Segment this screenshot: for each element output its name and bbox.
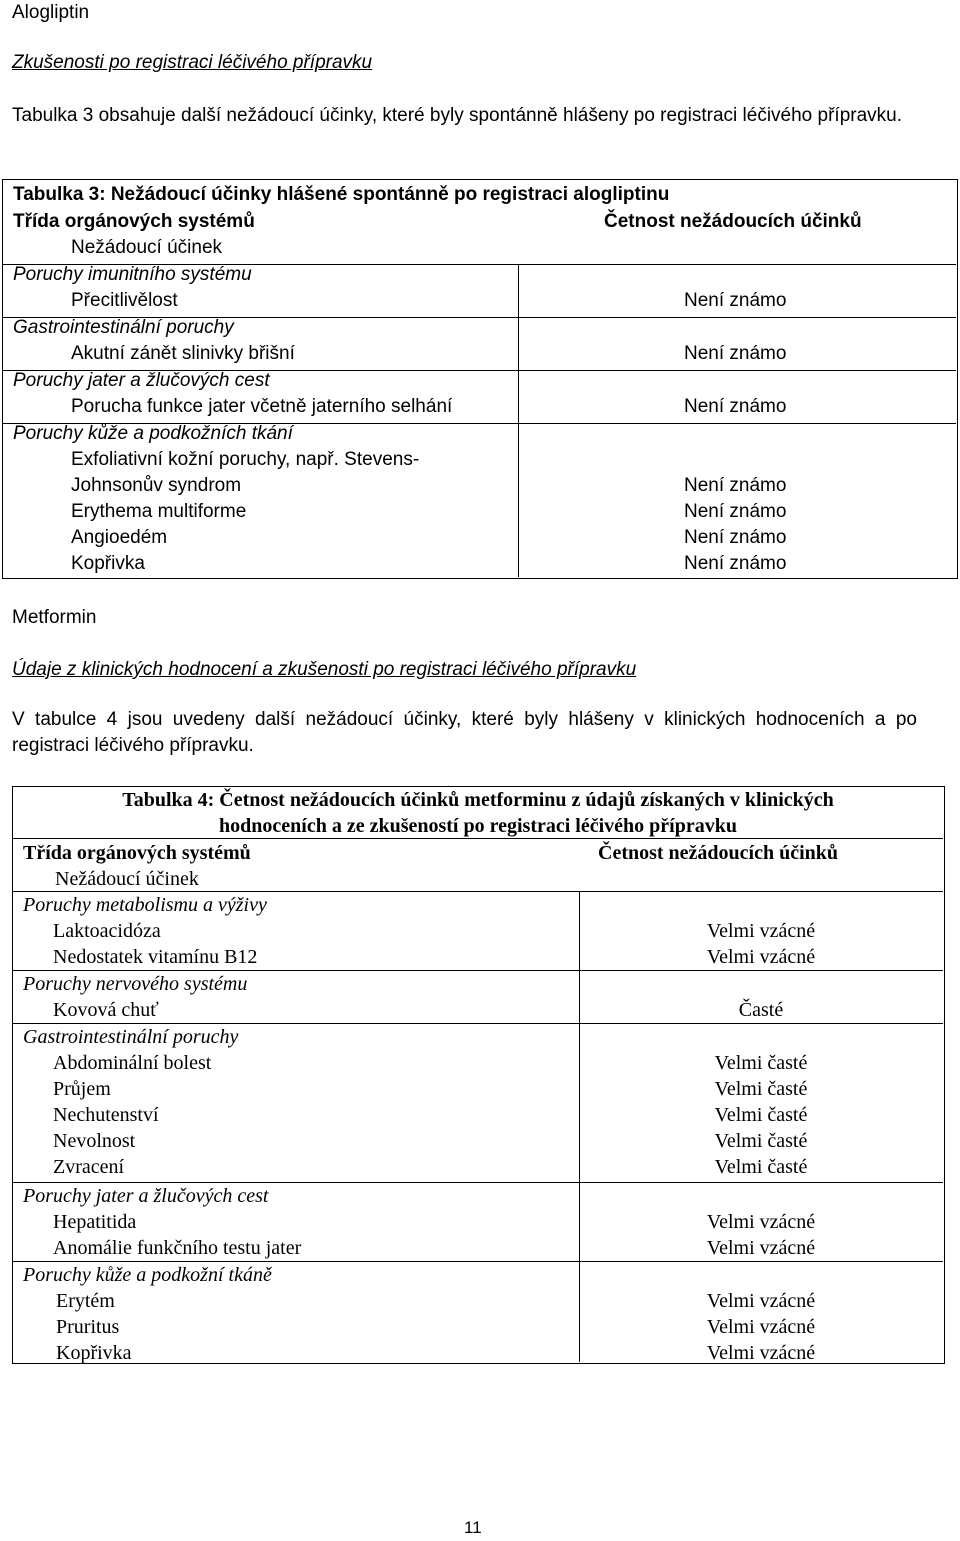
table-3-class: Gastrointestinální poruchy [13, 317, 234, 338]
table-4-class: Poruchy jater a žlučových cest [23, 1185, 269, 1207]
table-4-frequency: Velmi vzácné [706, 920, 816, 942]
table-4-class: Poruchy metabolismu a výživy [23, 894, 267, 916]
table-4-frequency: Velmi časté [714, 1104, 808, 1126]
table-4-effect: Anomálie funkčního testu jater [53, 1237, 302, 1259]
table-4-effect: Nechutenství [53, 1104, 159, 1126]
table-3-effect: Akutní zánět slinivky břišní [71, 343, 295, 364]
intro-paragraph: Tabulka 3 obsahuje další nežádoucí účinky, které byly spontánně hlášeny po registraci léčivého přípravku. [12, 105, 903, 126]
table-4-effect: Kovová chuť [53, 999, 159, 1021]
table-3-col1-header: Třída orgánových systémů [13, 211, 255, 232]
page-number: 11 [464, 1518, 482, 1537]
table-4-effect: Pruritus [56, 1316, 120, 1338]
section-subheading: Údaje z klinických hodnocení a zkušenosti po registraci léčivého přípravku [12, 659, 637, 680]
table-3-frequency: Není známo [684, 501, 787, 522]
table-4-effect: Nedostatek vitamínu B12 [53, 946, 258, 968]
table-4 [12, 786, 945, 1364]
table-3-frequency: Není známo [684, 290, 787, 311]
table-4-title: Tabulka 4: Četnost nežádoucích účinků metforminu z údajů získaných v klinických [122, 789, 834, 811]
table-3-frequency: Není známo [684, 396, 787, 417]
table-4-effect: Kopřivka [56, 1342, 132, 1364]
table-4-effect: Abdominální bolest [53, 1052, 212, 1074]
table-3-effect: Angioedém [71, 527, 168, 548]
table-3-effect: Porucha funkce jater včetně jaterního selhání [71, 396, 453, 417]
table-4-col1-subheader: Nežádoucí účinek [55, 868, 199, 890]
table-3 [2, 179, 958, 579]
table-3-class: Poruchy imunitního systému [13, 264, 252, 285]
table-4-frequency: Velmi vzácné [706, 1290, 816, 1312]
table-4-frequency: Velmi vzácné [706, 1211, 816, 1233]
table-4-effect: Nevolnost [53, 1130, 136, 1152]
table-4-frequency: Velmi vzácné [706, 1342, 816, 1364]
table-3-frequency: Není známo [684, 553, 787, 574]
table-3-title: Tabulka 3: Nežádoucí účinky hlášené spontánně po registraci alogliptinu [13, 184, 670, 205]
table-4-frequency: Velmi časté [714, 1078, 808, 1100]
table-3-effect: Přecitlivělost [71, 290, 178, 311]
table-3-effect: Erythema multiforme [71, 501, 247, 522]
table-3-effect: Exfoliativní kožní poruchy, např. Stevens- [71, 449, 420, 470]
table-4-class: Poruchy kůže a podkožní tkáně [23, 1264, 272, 1286]
table-4-col1-header: Třída orgánových systémů [23, 842, 251, 864]
table-4-col2-header: Četnost nežádoucích účinků [598, 842, 839, 864]
section-subheading: Zkušenosti po registraci léčivého přípravku [12, 52, 373, 73]
table-4-effect: Zvracení [53, 1156, 125, 1178]
table-3-col2-header: Četnost nežádoucích účinků [604, 211, 862, 232]
table-4-effect: Erytém [56, 1290, 115, 1312]
table-3-effect-continued: Johnsonův syndrom [71, 475, 242, 496]
table-4-title-continued: hodnoceních a ze zkušeností po registraci léčivého přípravku [219, 815, 737, 837]
table-3-class: Poruchy kůže a podkožních tkání [13, 423, 293, 444]
table-4-frequency: Velmi vzácné [706, 946, 816, 968]
table-4-class: Gastrointestinální poruchy [23, 1026, 239, 1048]
table-4-frequency: Velmi vzácné [706, 1316, 816, 1338]
table-4-class: Poruchy nervového systému [23, 973, 248, 995]
table-3-col1-subheader: Nežádoucí účinek [71, 237, 223, 258]
section-heading-metformin: Metformin [12, 607, 97, 628]
table-4-effect: Laktoacidóza [53, 920, 161, 942]
table-3-effect: Kopřivka [71, 553, 145, 574]
table-4-effect: Hepatitida [53, 1211, 137, 1233]
table-3-frequency: Není známo [684, 527, 787, 548]
table-4-effect: Průjem [53, 1078, 111, 1100]
intro-paragraph: V tabulce 4 jsou uvedeny další nežádoucí účinky, které byly hlášeny v klinických hodnoceních a po registraci léčivého přípravku. [12, 709, 917, 756]
table-3-frequency: Není známo [684, 343, 787, 364]
section-heading-alogliptin: Alogliptin [12, 2, 90, 23]
table-4-frequency: Časté [738, 999, 784, 1021]
table-4-frequency: Velmi časté [714, 1052, 808, 1074]
table-4-frequency: Velmi časté [714, 1130, 808, 1152]
table-4-frequency: Velmi časté [714, 1156, 808, 1178]
table-4-frequency: Velmi vzácné [706, 1237, 816, 1259]
table-3-frequency: Není známo [684, 475, 787, 496]
table-3-class: Poruchy jater a žlučových cest [13, 370, 270, 391]
